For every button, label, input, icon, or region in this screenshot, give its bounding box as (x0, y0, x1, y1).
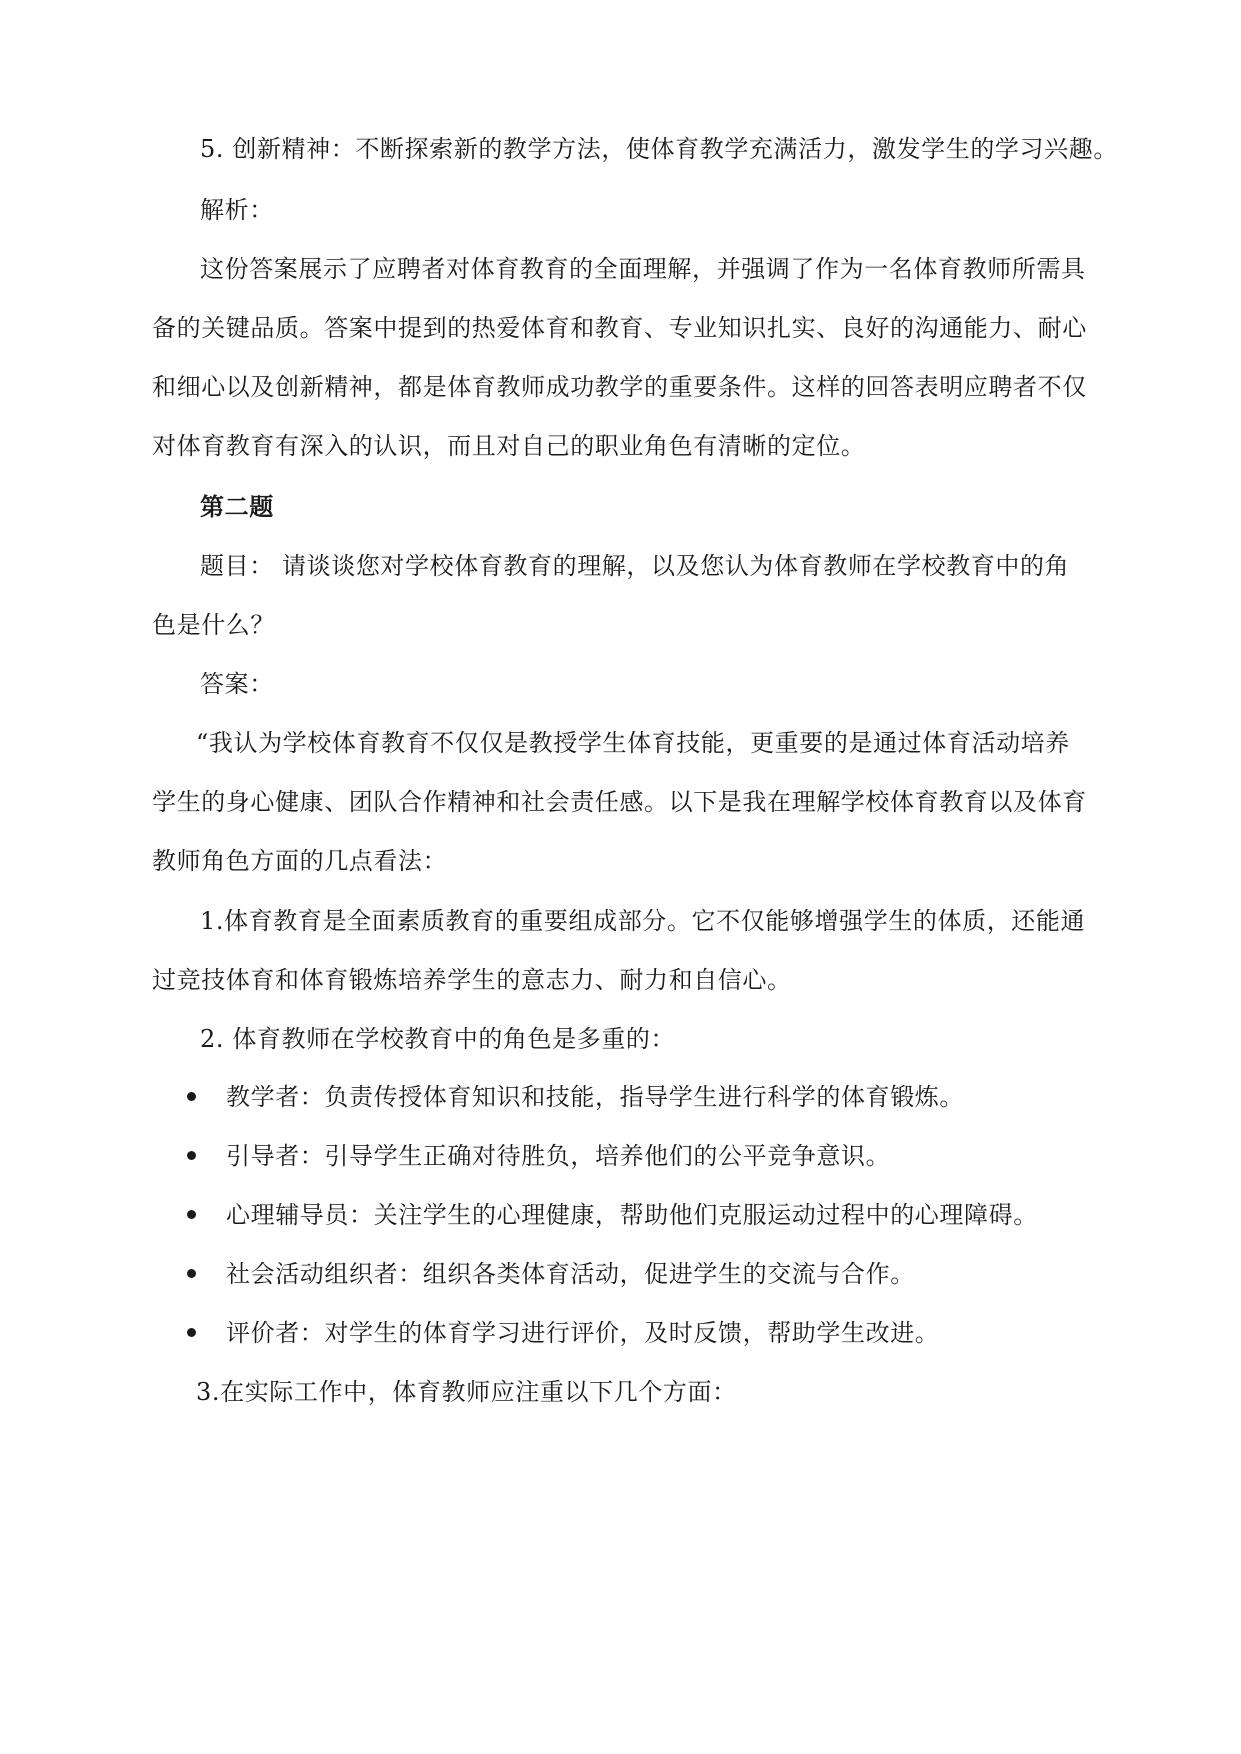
question-prompt-line: 色是什么？ (152, 611, 275, 639)
analysis-paragraph-line: 和细心以及创新精神，都是体育教师成功教学的重要条件。这样的回答表明应聘者不仅 (152, 373, 1087, 401)
bullet-icon (187, 1269, 196, 1278)
analysis-paragraph-line: 备的关键品质。答案中提到的热爱体育和教育、专业知识扎实、良好的沟通能力、耐心 (152, 314, 1087, 342)
bullet-icon (187, 1210, 196, 1219)
role-list-item: 评价者：对学生的体育学习进行评价，及时反馈，帮助学生改进。 (226, 1319, 940, 1347)
analysis-paragraph-line: 这份答案展示了应聘者对体育教育的全面理解，并强调了作为一名体育教师所需具 (200, 255, 1086, 283)
answer-paragraph-line: 学生的身心健康、团队合作精神和社会责任感。以下是我在理解学校体育教育以及体育 (152, 788, 1087, 816)
point-2-heading: 2. 体育教师在学校教育中的角色是多重的： (200, 1025, 676, 1053)
question-heading: 第二题 (200, 492, 274, 521)
role-list-item: 教学者：负责传授体育知识和技能，指导学生进行科学的体育锻炼。 (226, 1083, 964, 1111)
bullet-icon (187, 1151, 196, 1160)
role-list-item: 心理辅导员：关注学生的心理健康，帮助他们克服运动过程中的心理障碍。 (226, 1201, 1038, 1229)
bullet-icon (187, 1328, 196, 1337)
analysis-label: 解析： (200, 196, 274, 224)
analysis-paragraph-line: 对体育教育有深入的认识，而且对自己的职业角色有清晰的定位。 (152, 432, 866, 460)
point-1-line: 过竞技体育和体育锻炼培养学生的意志力、耐力和自信心。 (152, 966, 792, 994)
role-list-item: 社会活动组织者：组织各类体育活动，促进学生的交流与合作。 (226, 1260, 915, 1288)
point-1-line: 1.体育教育是全面素质教育的重要组成部分。它不仅能够增强学生的体质，还能通 (200, 907, 1086, 935)
answer-paragraph-line: “我认为学校体育教育不仅仅是教授学生体育技能，更重要的是通过体育活动培养 (196, 729, 1070, 757)
role-list-item: 引导者：引导学生正确对待胜负，培养他们的公平竞争意识。 (226, 1142, 891, 1170)
answer-paragraph-line: 教师角色方面的几点看法： (152, 847, 448, 875)
point-3-heading: 3.在实际工作中，体育教师应注重以下几个方面： (196, 1378, 737, 1406)
question-prompt-line: 题目： 请谈谈您对学校体育教育的理解，以及您认为体育教师在学校教育中的角 (200, 552, 1070, 580)
bullet-icon (187, 1092, 196, 1101)
item-5-innovation: 5. 创新精神：不断探索新的教学方法，使体育教学充满活力，激发学生的学习兴趣。 (200, 135, 1118, 163)
answer-label: 答案： (200, 670, 274, 698)
